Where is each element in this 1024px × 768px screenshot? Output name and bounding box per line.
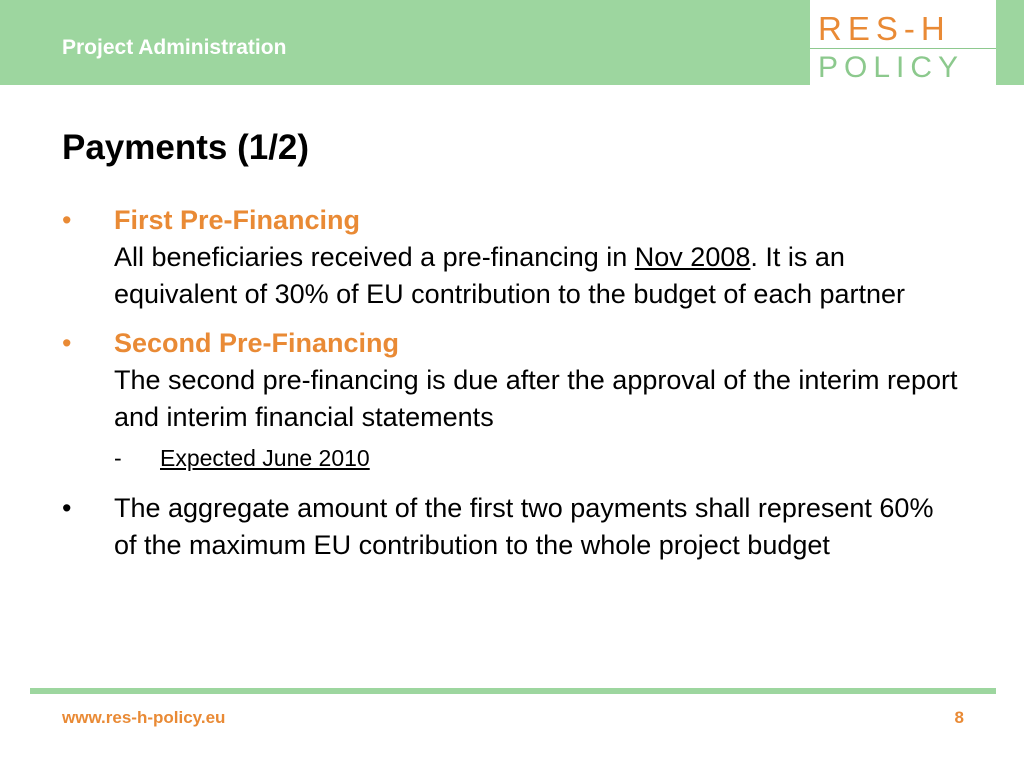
bullet-text: The aggregate amount of the first two payments shall represent 60% of the maximum EU contribution to the whole project budget	[114, 493, 934, 560]
pre-financing-date: Nov 2008	[634, 242, 751, 272]
bullet-text: All beneficiaries received a pre-financing in	[114, 242, 635, 272]
page-number: 8	[954, 708, 964, 727]
bullet-list	[62, 202, 962, 564]
bullet-heading: Second Pre-Financing	[114, 328, 400, 358]
section-label: Project Administration	[62, 36, 287, 59]
website-link[interactable]: www.res-h-policy.eu	[62, 708, 226, 727]
footer-divider	[30, 688, 996, 694]
bullet-item	[62, 325, 962, 478]
bullet-heading: First Pre-Financing	[114, 205, 361, 235]
bullet-marker: •	[62, 493, 72, 523]
bullet-marker: •	[62, 205, 72, 235]
logo-text-res-h: RES-H	[818, 10, 951, 47]
sub-bullet-text: Expected June 2010	[160, 445, 370, 471]
sub-bullet-item	[114, 438, 962, 478]
bullet-text: The second pre-financing is due after the approval of the interim report and interim financial statements	[114, 365, 958, 432]
bullet-marker: •	[62, 328, 72, 358]
logo-text-policy: POLICY	[818, 51, 965, 84]
bullet-item	[62, 490, 962, 564]
slide-title: Payments (1/2)	[62, 128, 310, 167]
bullet-item	[62, 202, 962, 313]
bullet-text: . It is an equivalent of 30% of EU contribution to the budget of each partner	[114, 242, 906, 309]
sub-bullet-marker: -	[114, 445, 122, 471]
logo-divider	[810, 48, 996, 49]
res-h-policy-logo	[810, 0, 996, 85]
